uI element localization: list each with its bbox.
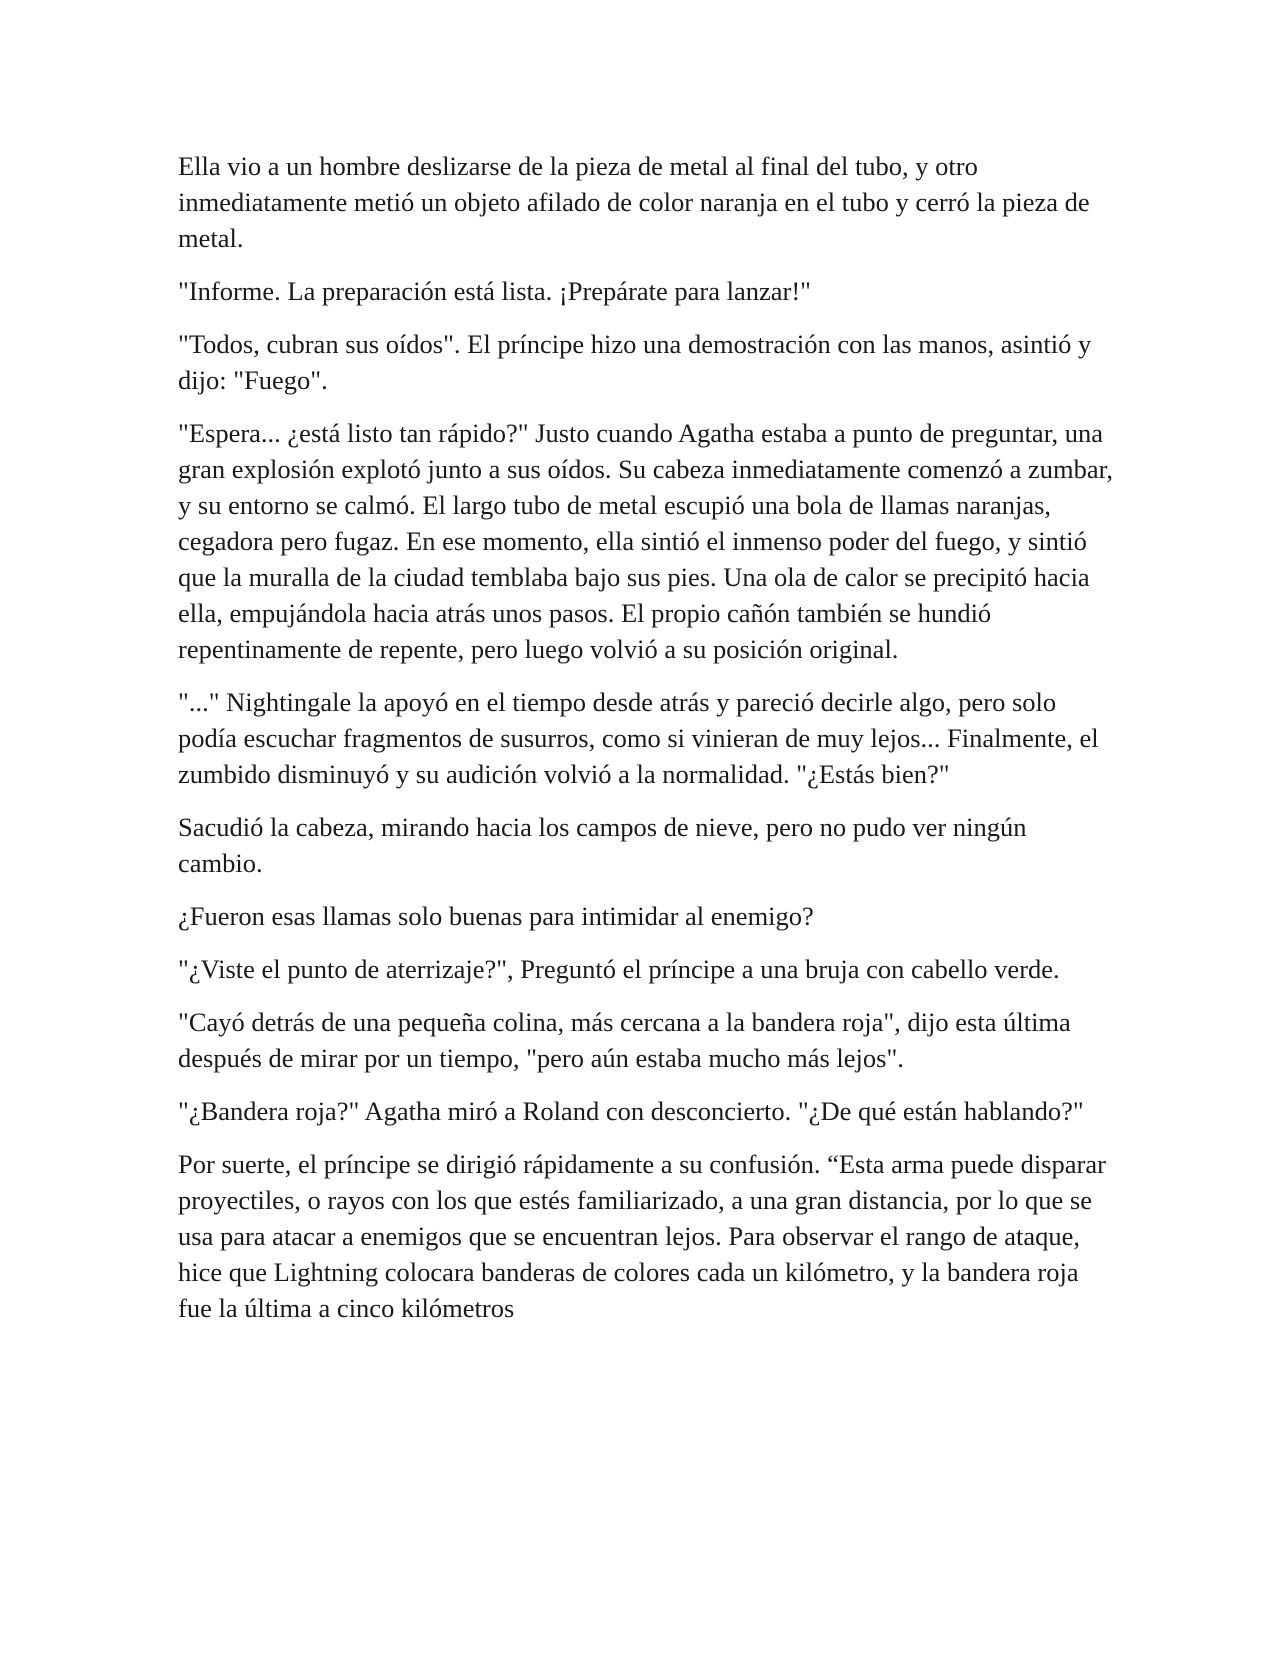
paragraph: "..." Nightingale la apoyó en el tiempo desde atrás y pareció decirle algo, pero solo podía escuchar fragmentos de susurros, como si vinieran de muy lejos... Finalmente, el zumbido disminuyó y su audición volvió a la normalidad. "¿Estás bien?": [178, 687, 1099, 789]
paragraph: "Informe. La preparación está lista. ¡Prepárate para lanzar!": [178, 276, 811, 306]
paragraph: "Cayó detrás de una pequeña colina, más cercana a la bandera roja", dijo esta última después de mirar por un tiempo, "pero aún estaba mucho más lejos".: [178, 1007, 1071, 1073]
paragraph: ¿Fueron esas llamas solo buenas para intimidar al enemigo?: [178, 901, 814, 931]
paragraph: Ella vio a un hombre deslizarse de la pieza de metal al final del tubo, y otro inmediatamente metió un objeto afilado de color naranja en el tubo y cerró la pieza de metal.: [178, 151, 1090, 253]
paragraph: "Espera... ¿está listo tan rápido?" Justo cuando Agatha estaba a punto de preguntar, una gran explosión explotó junto a sus oídos. Su cabeza inmediatamente comenzó a zumbar, y su entorno se calmó. El largo tubo de metal escupió una bola de llamas naranjas, cegadora pero fugaz. En ese momento, ella sintió el inmenso poder del fuego, y sintió que la muralla de la ciudad temblaba bajo sus pies. Una ola de calor se precipitó hacia ella, empujándola hacia atrás unos pasos. El propio cañón también se hundió repentinamente de repente, pero luego volvió a su posición original.: [178, 418, 1114, 664]
text-body: [178, 148, 1114, 1343]
paragraph: Sacudió la cabeza, mirando hacia los campos de nieve, pero no pudo ver ningún cambio.: [178, 812, 1027, 878]
paragraph: "Todos, cubran sus oídos". El príncipe hizo una demostración con las manos, asintió y dijo: "Fuego".: [178, 329, 1092, 395]
paragraph: "¿Bandera roja?" Agatha miró a Roland con desconcierto. "¿De qué están hablando?": [178, 1096, 1084, 1126]
paragraph: Por suerte, el príncipe se dirigió rápidamente a su confusión. “Esta arma puede disparar proyectiles, o rayos con los que estés familiarizado, a una gran distancia, por lo que se usa para atacar a enemigos que se encuentran lejos. Para observar el rango de ataque, hice que Lightning colocara banderas de colores cada un kilómetro, y la bandera roja fue la última a cinco kilómetros: [178, 1149, 1106, 1323]
paragraph: "¿Viste el punto de aterrizaje?", Preguntó el príncipe a una bruja con cabello verde.: [178, 954, 1060, 984]
